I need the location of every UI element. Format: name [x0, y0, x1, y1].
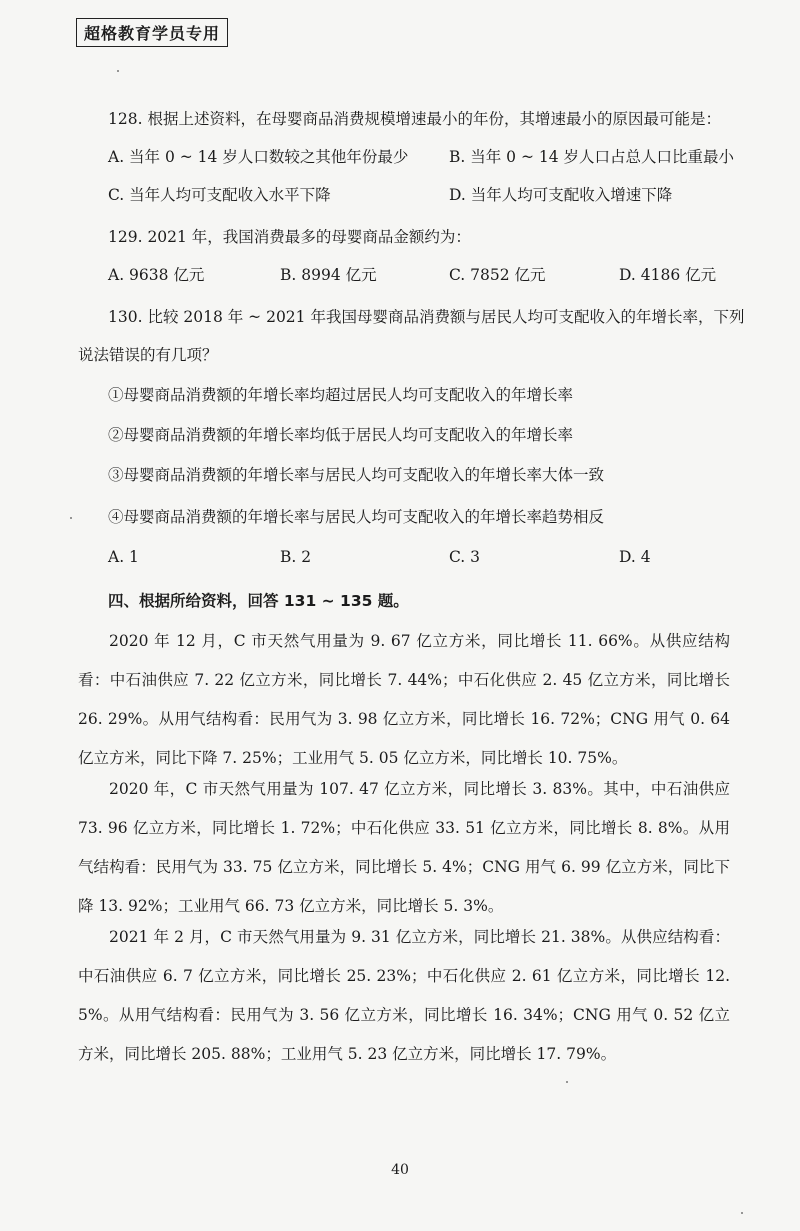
- q128-option-b: B. 当年 0 ~ 14 岁人口占总人口比重最小: [449, 148, 735, 166]
- q129-option-d: D. 4186 亿元: [619, 266, 717, 284]
- scan-speck: [70, 517, 72, 519]
- q130-option-b: B. 2: [280, 548, 312, 566]
- material-paragraph-3: 2021 年 2 月，C 市天然气用量为 9. 31 亿立方米，同比增长 21. 38%。从供应结构看：中石油供应 6. 7 亿立方米，同比增长 25. 23%；中石化供应 2. 61 亿立方米，同比增长 12. 5%。从用气结构看：民用气为 3. 56 亿立方米，同比增长 16. 34%；CNG 用气 0. 52 亿立方米，同比增长 205. 88%；工业用气 5. 23 亿立方米，同比增长 17. 79%。: [78, 928, 730, 1063]
- material-paragraph-2: 2020 年，C 市天然气用量为 107. 47 亿立方米，同比增长 3. 83%。其中，中石油供应 73. 96 亿立方米，同比增长 1. 72%；中石化供应 33. 51 亿立方米，同比增长 8. 8%。从用气结构看：民用气为 33. 75 亿立方米，同比增长 5. 4%；CNG 用气 6. 99 亿立方米，同比下降 13. 92%；工业用气 66. 73 亿立方米，同比增长 5. 3%。: [78, 780, 730, 915]
- q130-statement-1: ①母婴商品消费额的年增长率均超过居民人均可支配收入的年增长率: [108, 386, 574, 404]
- q130-option-d: D. 4: [619, 548, 651, 566]
- q130-option-c: C. 3: [449, 548, 481, 566]
- material-paragraph-1: 2020 年 12 月，C 市天然气用量为 9. 67 亿立方米，同比增长 11. 66%。从供应结构看：中石油供应 7. 22 亿立方米，同比增长 7. 44%；中石化供应 2. 45 亿立方米，同比增长 26. 29%。从用气结构看：民用气为 3. 98 亿立方米，同比增长 16. 72%；CNG 用气 0. 64 亿立方米，同比下降 7. 25%；工业用气 5. 05 亿立方米，同比增长 10. 75%。: [78, 632, 730, 767]
- question-130-stem-line2: 说法错误的有几项？: [78, 346, 218, 364]
- q130-statement-3: ③母婴商品消费额的年增长率与居民人均可支配收入的年增长率大体一致: [108, 466, 605, 484]
- scan-speck: [566, 1081, 568, 1083]
- question-129-stem: 129. 2021 年，我国消费最多的母婴商品金额约为：: [108, 228, 471, 246]
- scan-speck: [741, 1212, 743, 1214]
- section-heading: 四、根据所给资料，回答 131 ~ 135 题。: [108, 592, 409, 610]
- question-130-stem-line1: 130. 比较 2018 年 ~ 2021 年我国母婴商品消费额与居民人均可支配收入的年增长率，下列: [108, 308, 745, 326]
- q130-option-a: A. 1: [108, 548, 139, 566]
- q128-option-c: C. 当年人均可支配收入水平下降: [108, 186, 331, 204]
- q130-statement-2: ②母婴商品消费额的年增长率均低于居民人均可支配收入的年增长率: [108, 426, 574, 444]
- scan-speck: [117, 70, 119, 72]
- q130-statement-4: ④母婴商品消费额的年增长率与居民人均可支配收入的年增长率趋势相反: [108, 508, 605, 526]
- q128-option-d: D. 当年人均可支配收入增速下降: [449, 186, 673, 204]
- q129-option-c: C. 7852 亿元: [449, 266, 546, 284]
- q129-option-a: A. 9638 亿元: [108, 266, 205, 284]
- page-number: 40: [391, 1162, 409, 1178]
- watermark-stamp: 超格教育学员专用: [76, 18, 228, 47]
- question-128-stem: 128. 根据上述资料，在母婴商品消费规模增速最小的年份，其增速最小的原因最可能是：: [108, 110, 721, 128]
- q129-option-b: B. 8994 亿元: [280, 266, 377, 284]
- q128-option-a: A. 当年 0 ~ 14 岁人口数较之其他年份最少: [108, 148, 409, 166]
